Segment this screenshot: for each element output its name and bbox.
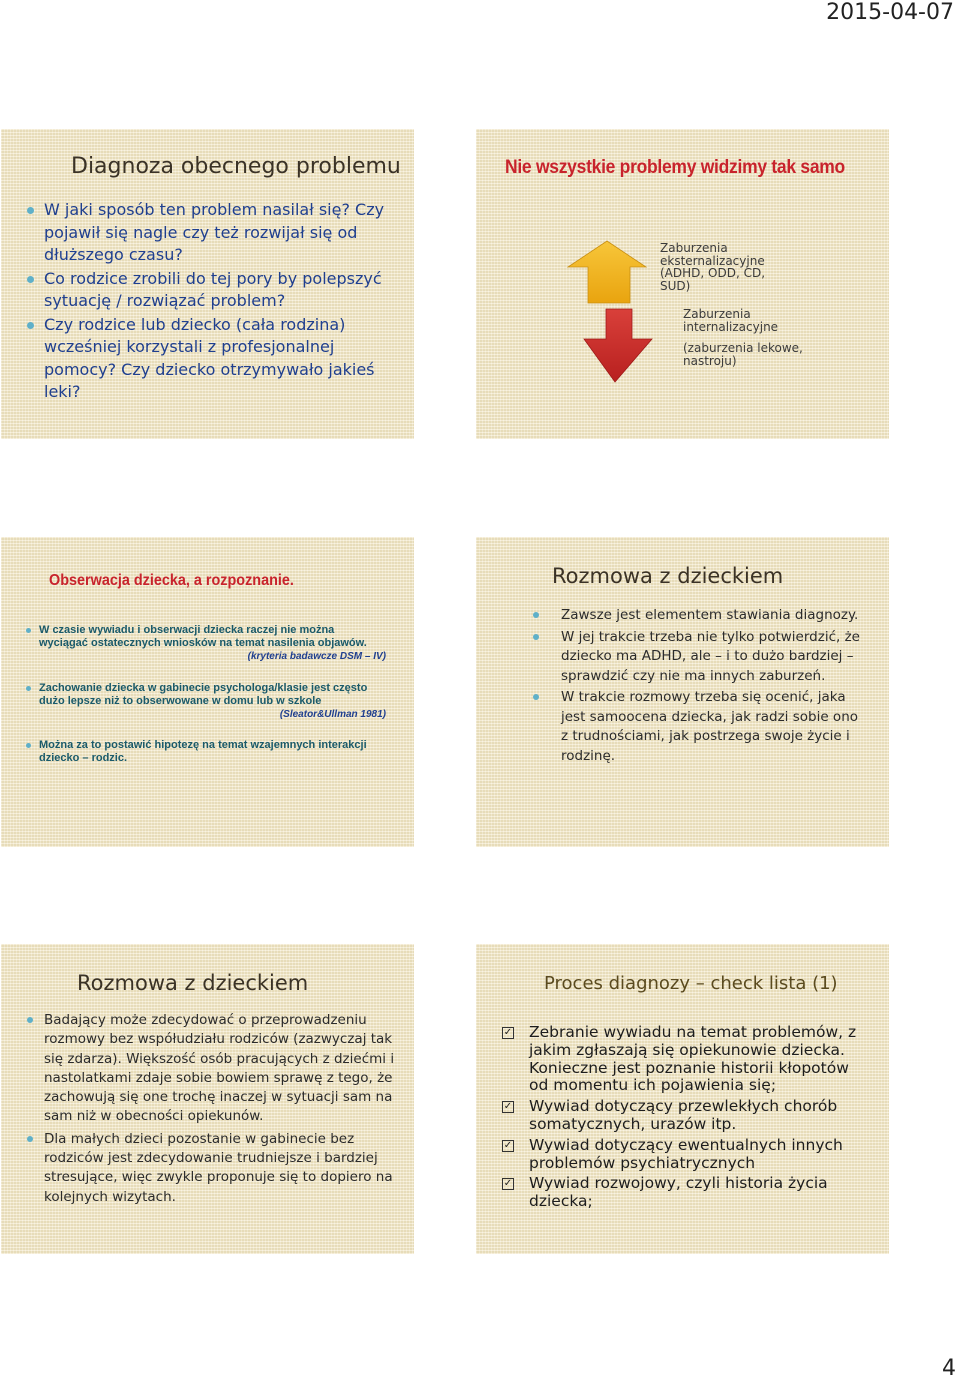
arrow-down-icon [584,309,652,382]
list-item: W czasie wywiadu i obserwacji dziecka raczej nie można wyciągać ostatecznych wniosków na temat nasilenia objawów. [39,624,379,649]
bullet-dot-icon [27,1136,33,1142]
list-item: W trakcie rozmowy trzeba się ocenić, jaka jest samoocena dziecka, jak radzi sobie ono z trudnościami, jak postrzega swoje życie i rodzinę. [547,688,867,766]
internalizing-label: Zaburzenia internalizacyjne [683,307,779,334]
bullet-dot-icon [533,694,539,700]
slide-rozmowa-z-dzieckiem-2 [1,944,414,1254]
reference-note: (Sleator&Ullman 1981) [279,709,386,720]
bullet-dot-icon [533,634,539,640]
bullet-dot-icon [533,612,539,618]
list-item: Czy rodzice lub dziecko (cała rodzina) wcześniej korzystali z profesjonalnej pomocy? Czy dziecko otrzymywało jakieś leki? [27,314,397,404]
checkbox-checked-icon: ✓ [503,1139,513,1151]
bullet-list [27,1011,397,1210]
slide-obserwacja-dziecka [1,537,414,847]
reference-note: (kryteria badawcze DSM – IV) [247,651,386,662]
slide-title: Rozmowa z dzieckiem [552,564,784,588]
bullet-dot-icon [27,276,34,283]
slide-title: Rozmowa z dzieckiem [77,971,309,995]
slide-rozmowa-z-dzieckiem-1 [476,537,889,847]
slide-title: Obserwacja dziecka, a rozpoznanie. [49,572,294,589]
internalizing-sub-label: (zaburzenia lekowe, nastroju) [683,341,803,368]
bullet-list [27,199,397,405]
list-item: Można za to postawić hipotezę na temat wzajemnych interakcji dziecko – rodzic. [39,739,369,764]
slide-diagnoza-obecnego-problemu [1,129,414,439]
slide-nie-wszystkie-problemy [476,129,889,439]
bullet-dot-icon [26,628,31,633]
externalizing-label: Zaburzenia eksternalizacyjne (ADHD, ODD, CD, SUD) [660,241,766,293]
page-number: 4 [942,1356,956,1381]
arrow-up-icon [568,241,646,303]
checkbox-checked-icon: ✓ [503,1101,513,1113]
print-date: 2015-04-07 [826,0,954,25]
checklist-item: ✓ Zebranie wywiadu na temat problemów, z jakim zgłaszają się opiekunowie dziecka. Konieczne jest poznanie historii kłopotów od momentu ich pojawienia się; [503,1023,857,1095]
slide-proces-diagnozy-check-lista [476,944,889,1254]
checklist-item: ✓ Wywiad rozwojowy, czyli historia życia dziecka; [503,1174,828,1211]
bullet-dot-icon [26,686,31,691]
bullet-list [547,606,867,768]
checklist [500,1024,870,1214]
checklist-item: ✓ Wywiad dotyczący ewentualnych innych problemów psychiatrycznych [503,1135,843,1172]
slide-title: Nie wszystkie problemy widzimy tak samo [505,157,845,178]
slide-title: Proces diagnozy – check lista (1) [544,973,838,994]
bullet-dot-icon [27,1017,33,1023]
slide-title: Diagnoza obecnego problemu [71,154,401,179]
list-item: Zachowanie dziecka w gabinecie psychologa/klasie jest często dużo lepsze niż to obserwowane w domu lub w szkole [39,682,384,707]
list-item: Badający może zdecydować o przeprowadzeniu rozmowy bez współudziału rodziców (zazwyczaj tak się zdarza). Większość osób pracujących z dziećmi i nastolatkami zdaje sobie bowiem sprawę z tego, że zachowują się one trochę inaczej w sytuacji sam na sam niż w obecności opiekunów. [27,1011,397,1127]
checkbox-checked-icon: ✓ [503,1027,513,1038]
bullet-dot-icon [27,207,34,214]
checkbox-checked-icon: ✓ [503,1178,513,1190]
list-item: Zawsze jest elementem stawiania diagnozy. [547,606,867,626]
checklist-item: ✓ Wywiad dotyczący przewlekłych chorób somatycznych, urazów itp. [503,1097,838,1133]
bullet-dot-icon [27,322,34,329]
list-item: Co rodzice zrobili do tej pory by polepszyć sytuację / rozwiązać problem? [27,268,397,313]
list-item: W jej trakcie trzeba nie tylko potwierdzić, że dziecko ma ADHD, ale – i to dużo bardziej – sprawdzić czy nie ma innych zaburzeń. [547,628,867,687]
list-item: W jaki sposób ten problem nasilał się? Czy pojawił się nagle czy też rozwijał się od dłuższego czasu? [27,199,397,267]
list-item: Dla małych dzieci pozostanie w gabinecie bez rodziców jest zdecydowanie trudniejsze i bardziej stresujące, więc zwykle proponuje się to dopiero na kolejnych wizytach. [27,1130,397,1207]
bullet-dot-icon [26,743,31,748]
